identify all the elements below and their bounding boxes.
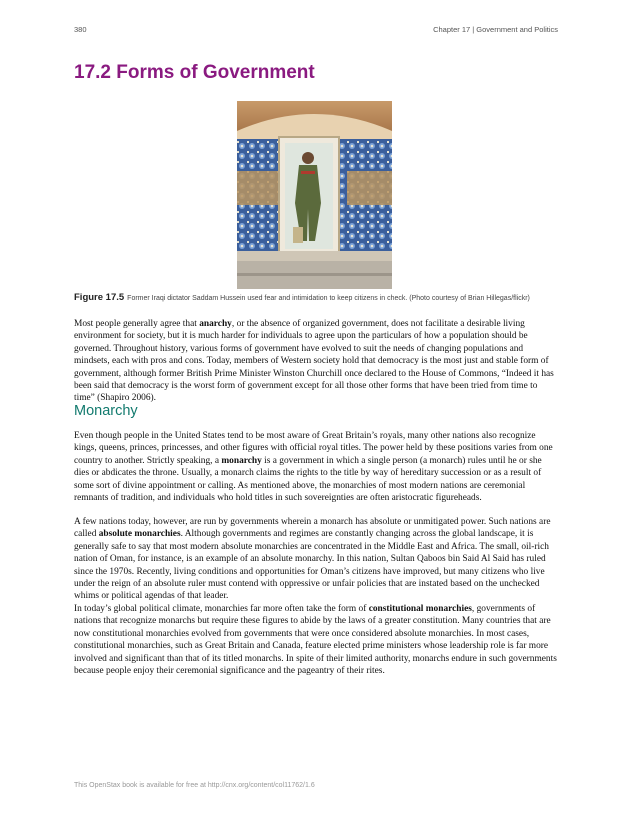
figure-caption-text: Former Iraqi dictator Saddam Hussein used fear and intimidation to keep citizens in check. (Photo courtesy of Brian Hillegas/flickr) xyxy=(127,295,530,302)
term-constitutional-monarchies: constitutional monarchies xyxy=(368,604,472,614)
figure-label: Figure 17.5 xyxy=(74,292,125,303)
term-absolute-monarchies: absolute monarchies xyxy=(98,529,181,540)
monarchy-p2-text-2: . Although governments and regimes are constantly changing across the global landscape, it is generally safe to say that most modern absolute monarchies are concentrated in the Middle East and Africa. The small, oil-rich nation of Oman, for instance, is an example of an absolute monarchy. In this nation, Sultan Qaboos bin Said Al Said has ruled since the 1970s. Recently, living conditions and opportunities for Oman’s citizens have improved, but many citizens who live under the reign of an absolute ruler must contend with oppressive or unfair policies that are instated based on the unchecked whims or political agendas of that leader. xyxy=(74,529,549,602)
figure-caption xyxy=(74,292,564,304)
intro-text-1: Most people generally agree that xyxy=(74,319,200,329)
monarchy-paragraph-2 xyxy=(74,516,558,603)
term-anarchy: anarchy xyxy=(199,319,232,329)
intro-text-2: , or the absence of organized government, does not facilitate a desirable living environment for society, but it is much harder for individuals to agree upon the particulars of how a population should be governed. Throughout history, various forms of government have evolved to suit the needs of changing populations and mindsets, each with pros and cons. Today, members of Western society hold that democracy is the most just and stable form of government, although former British Prime Minister Winston Churchill once declared to the House of Commons, “Indeed it has been said that democracy is the worst form of government except for all those other forms that have been tried from time to time” (Shapiro 2006). xyxy=(74,319,554,404)
intro-paragraph xyxy=(74,318,558,405)
page-number: 380 xyxy=(74,25,87,34)
monarchy-p3-text-2: , governments of nations that recognize monarchs but require these figures to abide by the laws of a greater constitution. Many countries that are now constitutional monarchies evolved from governments that were once considered absolute monarchies. In most cases, constitutional monarchies, such as Great Britain and Canada, feature elected prime ministers whose leadership role is far more involved and significant than that of its titled monarchs. In spite of their limited authority, monarchs endure in such governments because people enjoy their ceremonial significance and the pageantry of their rites. xyxy=(74,604,557,677)
monarchy-paragraph-3 xyxy=(74,603,558,677)
subsection-title: Monarchy xyxy=(74,403,138,419)
monarchy-p3-text-1: In today’s global political climate, monarchies far more often take the form of xyxy=(74,604,369,614)
monarchy-p1-text-2: is a government in which a single person (a monarch) rules until he or she dies or abdicates the throne. Usually, a monarch claims the rights to the title by way of hereditary succession or as a result of some sort of divine appointment or calling. As mentioned above, the monarchies of most modern nations are ceremonial remnants of tradition, and individuals who hold titles in such sovereignties are often aristocratic figureheads. xyxy=(74,455,542,504)
section-title: 17.2 Forms of Government xyxy=(74,62,315,83)
monarchy-p2-text-1: A few nations today, however, are run by governments wherein a monarch has absolute or unmitigated power. Such nations are called xyxy=(74,517,551,540)
chapter-header: Chapter 17 | Government and Politics xyxy=(433,25,558,34)
figure-photo xyxy=(237,101,392,289)
term-monarchy: monarchy xyxy=(221,455,262,466)
monarchy-p1-text-1: Even though people in the United States tend to be most aware of Great Britain’s royals, many other nations also recognize kings, queens, princes, princesses, and other figures with official royal titles. The power held by these positions varies from one country to another. Strictly speaking, a xyxy=(74,431,553,466)
footer-note: This OpenStax book is available for free at http://cnx.org/content/col11762/1.6 xyxy=(74,782,315,789)
monarchy-paragraph-1 xyxy=(74,430,558,504)
